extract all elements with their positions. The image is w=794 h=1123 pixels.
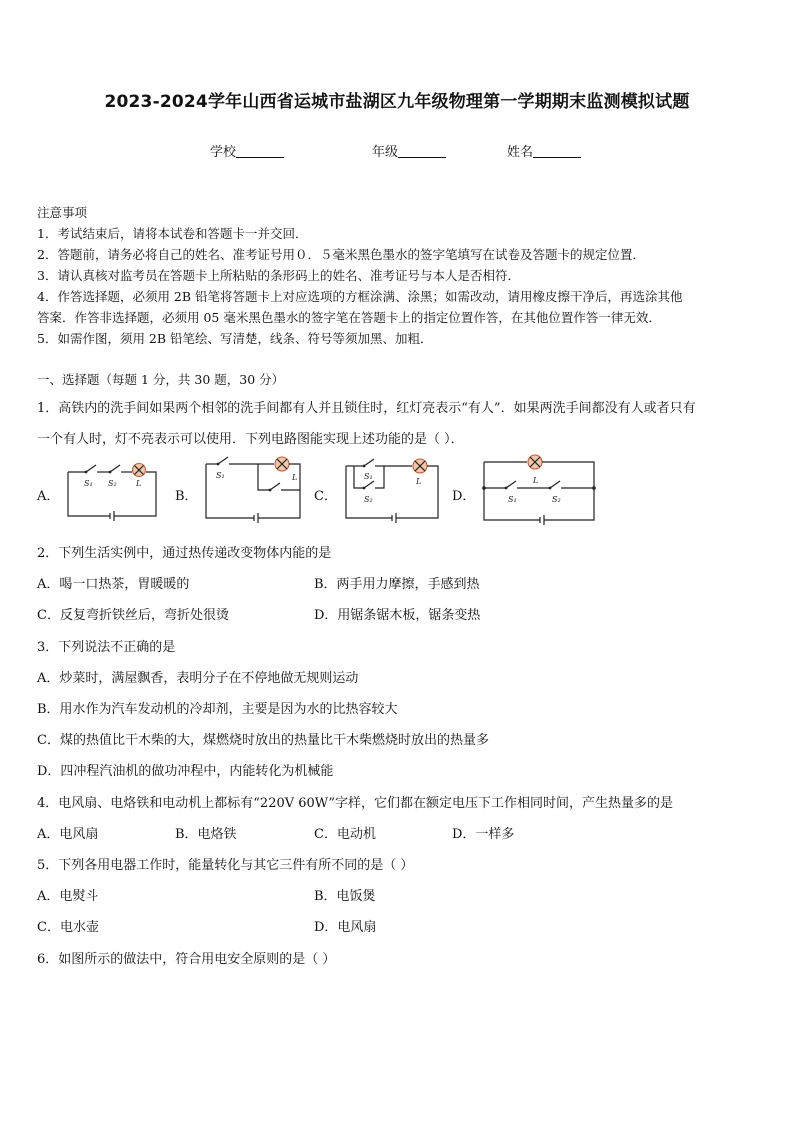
label-l: L: [533, 476, 539, 485]
section-heading: 一、选择题（每题 1 分，共 30 题，30 分）: [37, 372, 285, 387]
circuit-diagram-d: [478, 450, 600, 526]
q3-option-a: A．炒菜时，满屋飘香，表明分子在不停地做无规则运动: [37, 671, 359, 686]
question-1-stem-cont: 一个有人时，灯不亮表示可以使用．下列电路图能实现上述功能的是（ ）．: [37, 432, 464, 447]
grade-label: 年级: [372, 145, 399, 160]
question-3-stem: 3．下列说法不正确的是: [37, 640, 176, 655]
label-s2: S₂: [552, 495, 561, 504]
q4-option-c: C．电动机: [314, 827, 376, 842]
question-5-stem: 5．下列各用电器工作时，能量转化与其它三件有所不同的是（ ）: [37, 858, 414, 873]
name-blank: [533, 145, 581, 158]
q5-option-a: A．电熨斗: [37, 889, 99, 904]
label-l: L: [136, 479, 142, 488]
notice-item: 3．请认真核对监考员在答题卡上所粘贴的条形码上的姓名、准考证号与本人是否相符．: [37, 268, 520, 283]
q2-option-a: A．喝一口热茶，胃暖暖的: [37, 577, 190, 592]
label-s2: S₂: [108, 479, 117, 488]
notice-item: 4．作答选择题，必须用 2B 铅笔将答题卡上对应选项的方框涂满、涂黑；如需改动，请用橡皮擦干净后，再选涂其他: [37, 289, 683, 304]
notice-heading: 注意事项: [37, 205, 88, 220]
circuit-diagram-b: [198, 454, 308, 526]
notice-item: 1．考试结束后，请将本试卷和答题卡一并交回．: [37, 226, 308, 241]
label-s1: S₁: [364, 472, 373, 481]
q4-option-d: D．一样多: [452, 827, 515, 842]
q1-option-a-label: A．: [37, 489, 60, 504]
q5-option-b: B．电饭煲: [314, 889, 376, 904]
q2-option-d: D．用锯条锯木板，锯条变热: [314, 608, 481, 623]
circuit-diagram-c: [338, 458, 446, 526]
q2-option-c: C．反复弯折铁丝后，弯折处很烫: [37, 608, 229, 623]
q4-option-a: A．电风扇: [37, 827, 99, 842]
q1-option-b-label: B．: [175, 489, 198, 504]
q3-option-d: D．四冲程汽油机的做功冲程中，内能转化为机械能: [37, 764, 334, 779]
question-6-stem: 6．如图所示的做法中，符合用电安全原则的是（ ）: [37, 952, 336, 967]
school-blank: [236, 145, 284, 158]
q4-option-b: B．电烙铁: [175, 827, 237, 842]
school-label: 学校: [210, 145, 237, 160]
notice-item: 2．答题前，请务必将自己的姓名、准考证号用０．５毫米黑色墨水的签字笔填写在试卷及答题卡的规定位置．: [37, 247, 645, 262]
q3-option-c: C．煤的热值比干木柴的大，煤燃烧时放出的热量比干木柴燃烧时放出的热量多: [37, 733, 489, 748]
q1-option-c-label: C．: [314, 489, 337, 504]
label-s2: S₂: [364, 495, 373, 504]
label-l: L: [416, 477, 422, 486]
school-field: [210, 141, 284, 160]
q3-option-b: B．用水作为汽车发动机的冷却剂，主要是因为水的比热容较大: [37, 702, 398, 717]
label-s1: S₁: [84, 479, 93, 488]
question-2-stem: 2．下列生活实例中，通过热传递改变物体内能的是: [37, 546, 332, 561]
label-s1: S₁: [508, 495, 517, 504]
q5-option-d: D．电风扇: [314, 920, 377, 935]
q1-option-d-label: D．: [452, 489, 476, 504]
page-title: 2023-2024学年山西省运城市盐湖区九年级物理第一学期期末监测模拟试题: [104, 92, 690, 112]
q5-option-c: C．电水壶: [37, 920, 99, 935]
notice-item: 答案．作答非选择题，必须用 05 毫米黑色墨水的签字笔在答题卡上的指定位置作答，在其他位置作答一律无效．: [37, 310, 661, 325]
name-field: [507, 141, 581, 160]
label-s1: S₁: [216, 471, 225, 480]
circuit-diagram-a: [60, 458, 164, 524]
q2-option-b: B．两手用力摩擦，手感到热: [314, 577, 480, 592]
name-label: 姓名: [507, 145, 534, 160]
grade-field: [372, 141, 446, 160]
notice-item: 5．如需作图，须用 2B 铅笔绘、写清楚，线条、符号等须加黑、加粗．: [37, 331, 433, 346]
label-l: L: [292, 473, 298, 482]
question-4-stem: 4．电风扇、电烙铁和电动机上都标有“220V 60W”字样，它们都在额定电压下工作相同时间，产生热量多的是: [37, 796, 674, 811]
grade-blank: [398, 145, 446, 158]
question-1-stem: 1．高铁内的洗手间如果两个相邻的洗手间都有人并且锁住时，红灯亮表示“有人”．如果两洗手间都没有人或者只有: [37, 401, 696, 416]
